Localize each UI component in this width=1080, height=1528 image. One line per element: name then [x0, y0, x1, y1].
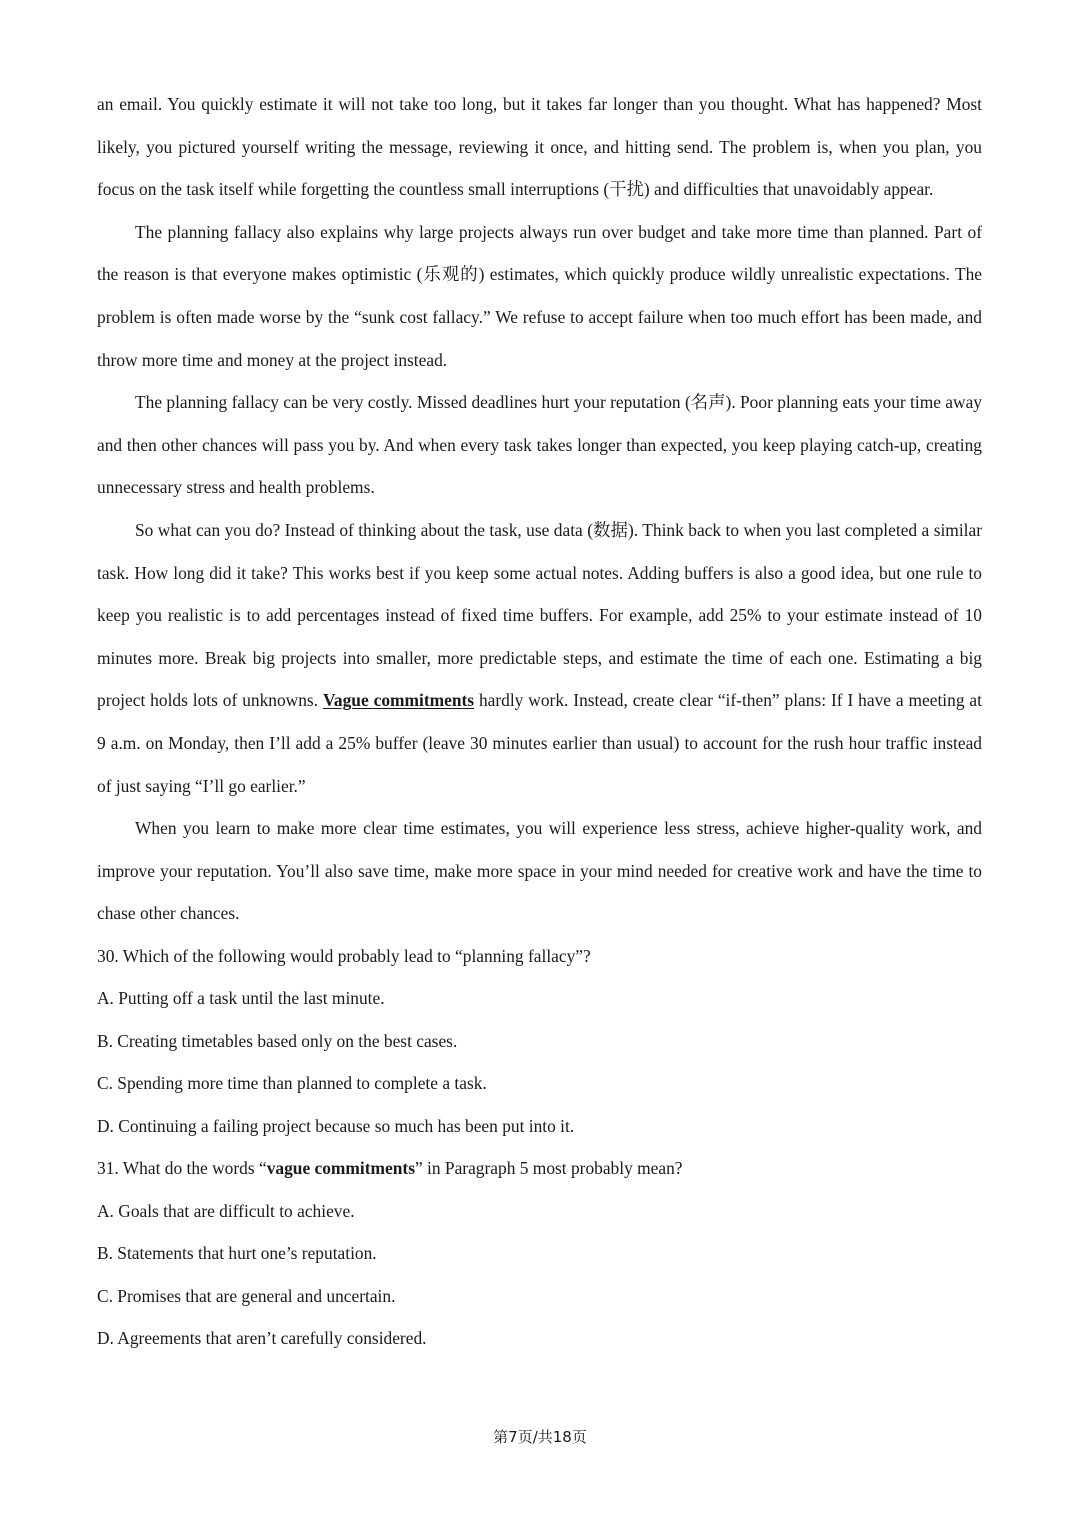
question-30-option-c: C. Spending more time than planned to complete a task. — [97, 1073, 487, 1094]
passage-paragraph-5: When you learn to make more clear time estimates, you will experience less stress, achieve higher-quality work, and improve your reputation. You’ll also save time, make more space in your mind needed for creative work and have the time to chase other chances. — [97, 818, 982, 924]
question-30-option-a: A. Putting off a task until the last minute. — [97, 988, 385, 1009]
question-31-stem — [97, 1147, 982, 1190]
question-31-stem-before: 31. What do the words “ — [97, 1158, 267, 1179]
passage-paragraph-3: The planning fallacy can be very costly. Missed deadlines hurt your reputation (名声). Poor planning eats your time away and then other chances will pass you by. And when every task takes longer than expected, you keep playing catch-up, creating unnecessary stress and health problems. — [97, 392, 982, 498]
question-30-option-d: D. Continuing a failing project because so much has been put into it. — [97, 1115, 575, 1136]
question-31-term: vague commitments — [266, 1158, 415, 1179]
passage-paragraph-2: The planning fallacy also explains why large projects always run over budget and take more time than planned. Part of the reason is that everyone makes optimistic (乐观的) estimates, which quickly produce wildly unrealistic expectations. The problem is often made worse by the “sunk cost fallacy.” We refuse to accept failure when too much effort has been made, and throw more time and money at the project instead. — [97, 221, 982, 370]
paragraph-4-text-after: hardly work. Instead, create clear “if-then” plans: If I have a meeting at 9 a.m. on Monday, then I’ll add a 25% buffer (leave 30 minutes earlier than usual) to account for the rush hour traffic instead of just saying “I’ll go earlier.” — [97, 690, 982, 796]
question-31-option-b: B. Statements that hurt one’s reputation. — [97, 1243, 377, 1264]
question-31-option-d: D. Agreements that aren’t carefully considered. — [97, 1328, 427, 1349]
question-31 — [97, 1147, 982, 1360]
page-number-footer: 第7页/共18页 — [493, 1428, 587, 1446]
question-30-stem: 30. Which of the following would probably lead to “planning fallacy”? — [97, 945, 591, 966]
exam-page-content — [97, 83, 982, 1360]
question-30-option-b: B. Creating timetables based only on the best cases. — [97, 1030, 458, 1051]
question-30 — [97, 935, 982, 1148]
question-31-stem-after: ” in Paragraph 5 most probably mean? — [414, 1158, 683, 1179]
question-31-option-c: C. Promises that are general and uncertain. — [97, 1285, 396, 1306]
highlighted-term: Vague commitments — [322, 690, 475, 711]
passage-paragraph-1: an email. You quickly estimate it will not take too long, but it takes far longer than you thought. What has happened? Most likely, you pictured yourself writing the message, reviewing it once, and hitting send. The problem is, when you plan, you focus on the task itself while forgetting the countless small interruptions (干扰) and difficulties that unavoidably appear. — [97, 94, 982, 200]
question-31-option-a: A. Goals that are difficult to achieve. — [97, 1200, 355, 1221]
paragraph-4-text-before: So what can you do? Instead of thinking about the task, use data (数据). Think back to when you last completed a similar task. How long did it take? This works best if you keep some actual notes. Adding buffers is also a good idea, but one rule to keep you realistic is to add percentages instead of fixed time buffers. For example, add 25% to your estimate instead of 10 minutes more. Break big projects into smaller, more predictable steps, and estimate the time of each one. Estimating a big project holds lots of unknowns. — [97, 519, 982, 711]
passage-paragraph-4 — [97, 509, 982, 807]
